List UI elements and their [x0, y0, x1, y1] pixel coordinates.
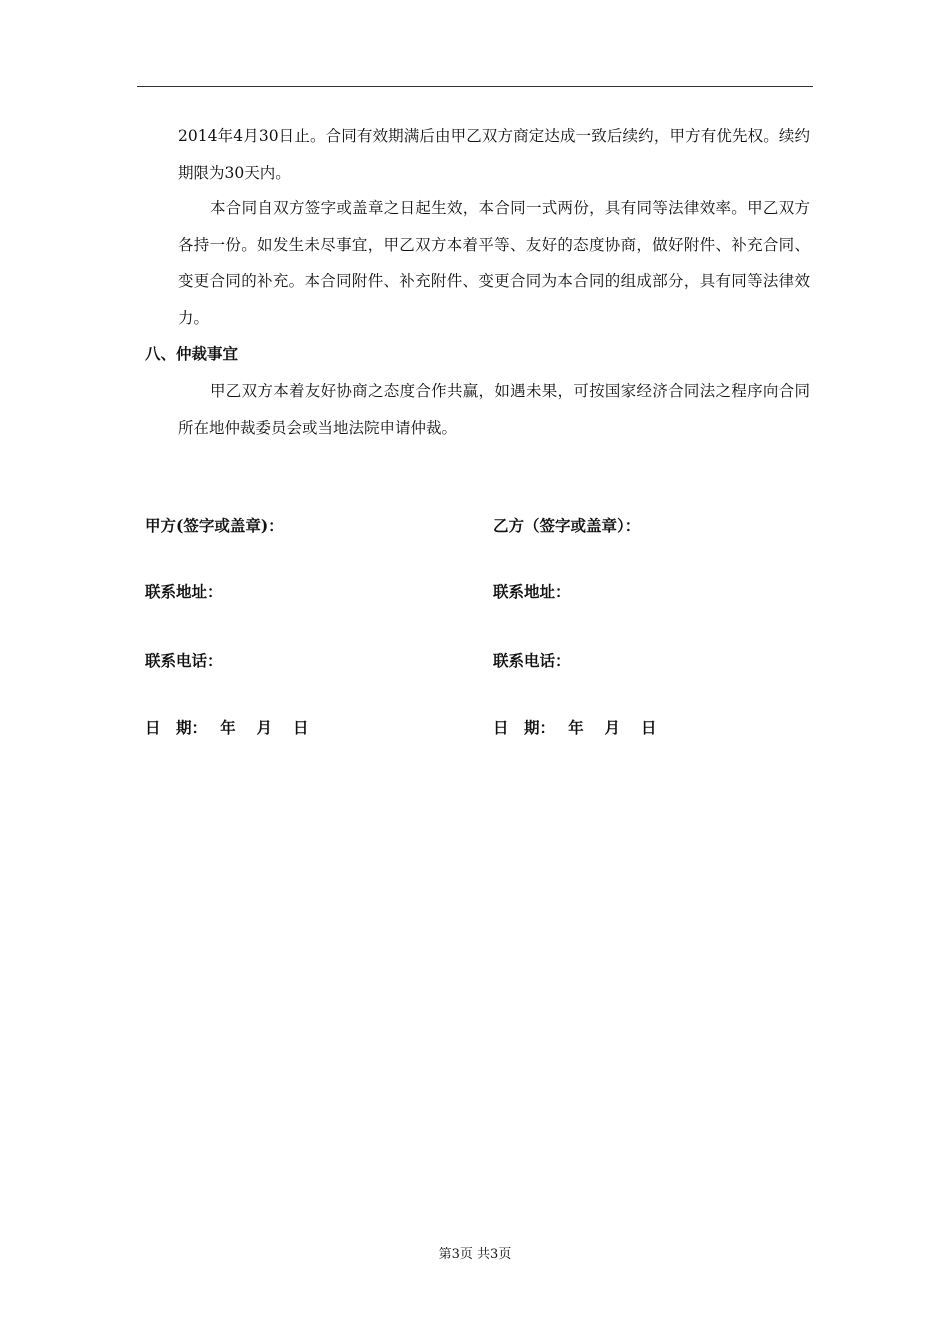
arbitration-paragraph: 甲乙双方本着友好协商之态度合作共赢，如遇未果，可按国家经济合同法之程序向合同所在地仲裁委员会或当地法院申请仲裁。	[178, 382, 810, 437]
section-heading-arbitration: 八、仲裁事宜	[145, 344, 239, 363]
effectiveness-paragraph: 本合同自双方签字或盖章之日起生效，本合同一式两份，具有同等法律效率。甲乙双方各持一份。如发生未尽事宜，甲乙双方本着平等、友好的态度协商，做好附件、补充合同、变更合同的补充。本合同附件、补充附件、变更合同为本合同的组成部分，具有同等法律效力。	[178, 199, 810, 327]
party-a-title: 甲方(签字或盖章)：	[145, 516, 284, 535]
party-a-address-label: 联系地址：	[145, 582, 223, 601]
party-a-phone-label: 联系电话：	[145, 651, 223, 670]
contract-term-paragraph: 2014年4月30日止。合同有效期满后由甲乙双方商定达成一致后续约，甲方有优先权。续约期限为30天内。	[178, 127, 810, 182]
party-b-phone-label: 联系电话：	[493, 651, 571, 670]
page-number-footer: 第3页 共3页	[438, 1247, 512, 1262]
party-b-date-label: 日 期： 年 月 日	[493, 718, 657, 737]
party-b-address-label: 联系地址：	[493, 582, 571, 601]
party-a-date-label: 日 期： 年 月 日	[145, 718, 309, 737]
header-rule	[137, 86, 813, 87]
party-b-title: 乙方（签字或盖章）：	[493, 516, 641, 535]
